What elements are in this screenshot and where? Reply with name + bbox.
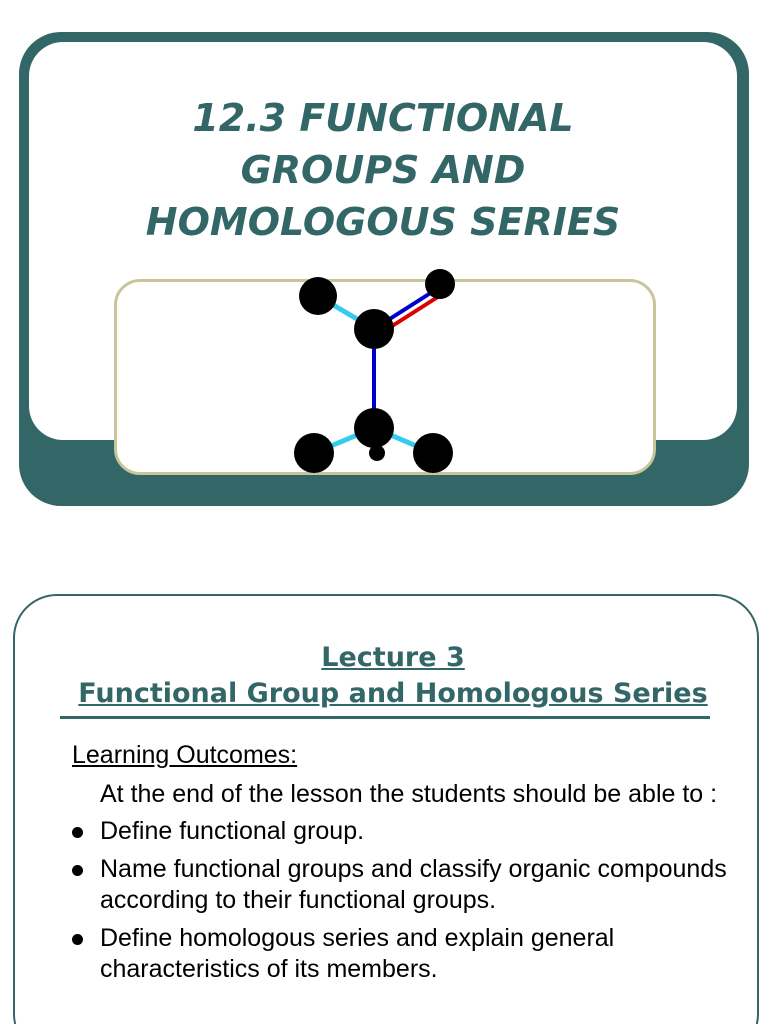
learning-outcomes-section (72, 740, 732, 992)
lecture-number: Lecture 3 (321, 642, 465, 673)
learning-outcome-item (72, 854, 732, 916)
slide-title-line: GROUPS AND (240, 148, 526, 192)
learning-outcomes-heading: Learning Outcomes: (72, 741, 298, 769)
slide-title-line: 12.3 FUNCTIONAL (192, 96, 574, 140)
lecture-title: Functional Group and Homologous Series (78, 678, 708, 709)
slide-title (29, 92, 737, 248)
bullet-icon (72, 865, 83, 876)
learning-outcomes-list (72, 816, 732, 985)
learning-outcome-text: Define functional group. (100, 817, 365, 845)
learning-outcome-text: Define homologous series and explain general characteristics of its members. (100, 924, 615, 983)
learning-outcomes-intro: At the end of the lesson the students should be able to : (100, 780, 718, 808)
learning-outcome-item (72, 923, 732, 985)
lecture-title-rule (60, 716, 710, 719)
bullet-icon (72, 827, 83, 838)
learning-outcome-item (72, 816, 732, 847)
learning-outcome-text: Name functional groups and classify organic compounds according to their functional groups. (100, 855, 727, 914)
bullet-icon (72, 934, 83, 945)
slide-title-line: HOMOLOGOUS SERIES (145, 200, 621, 244)
lecture-heading (13, 640, 768, 712)
molecule-image-panel (114, 279, 656, 475)
